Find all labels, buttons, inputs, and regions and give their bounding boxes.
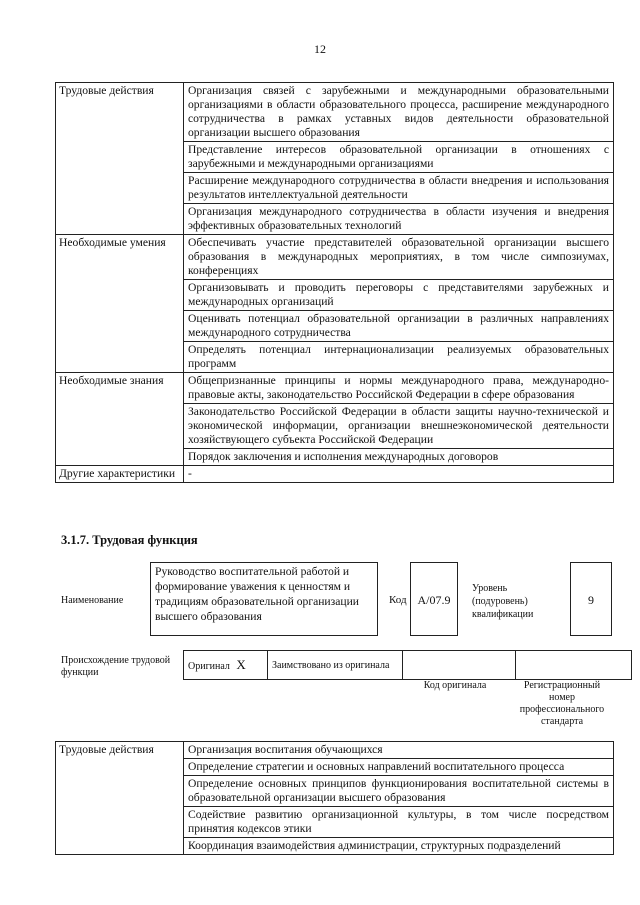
level-box: 9 [570,562,612,636]
reg-number-caption: Регистрационный номер профессионального стандарта [519,680,605,727]
row-group-label: Трудовые действия [56,742,184,855]
origin-table [183,650,632,680]
table-row [56,742,614,759]
table-row [56,373,614,404]
origin-label: Происхождение трудовой функции [61,655,171,678]
table-cell: Обеспечивать участие представителей образовательной организации высшего образования в международных мероприятиях, в том числе симпозиумах, конференциях [184,235,614,280]
table-cell: Законодательство Российской Федерации в области защиты научно-технической и экономической информации, организации внешнеэкономической деятельности хозяйствующего субъекта Российской Федерации [184,404,614,449]
section-title: 3.1.7. Трудовая функция [61,533,198,547]
row-group-label: Необходимые знания [56,373,184,466]
row-group-label: Необходимые умения [56,235,184,373]
table-cell: Расширение международного сотрудничества в области внедрения и использования результатов интеллектуальной деятельности [184,173,614,204]
code-original-cell [403,651,516,680]
table-cell: Порядок заключения и исполнения международных договоров [184,449,614,466]
original-cell [184,651,268,680]
table-row [56,466,614,483]
function-name-box: Руководство воспитательной работой и формирование уважения к ценностям и традициям образовательной организации высшего образования [150,562,378,636]
original-mark: X [236,656,246,672]
row-group-label: Трудовые действия [56,83,184,235]
table-cell: Представление интересов образовательной организации в отношениях с зарубежными и международными организациями [184,142,614,173]
table-cell: Определять потенциал интернационализации реализуемых образовательных программ [184,342,614,373]
table-cell: Организация воспитания обучающихся [184,742,614,759]
table-cell: Организация международного сотрудничества в области изучения и внедрения эффективных образовательных технологий [184,204,614,235]
table-row [56,235,614,280]
function-code-box: А/07.9 [410,562,458,636]
code-label: Код [389,594,407,606]
table-cell: Оценивать потенциал образовательной организации в различных направлениях международного сотрудничества [184,311,614,342]
table-row [56,83,614,142]
table-cell: - [184,466,614,483]
table-cell: Организация связей с зарубежными и международными образовательными организациями в области образовательного процесса, расширение международного сотрудничества в рамках уставных видов деятельности образовательной организации высшего образования [184,83,614,142]
row-group-label: Другие характеристики [56,466,184,483]
table-cell: Общепризнанные принципы и нормы международного права, международно-правовые акты, законодательство Российской Федерации в сфере образования [184,373,614,404]
code-original-caption: Код оригинала [423,680,487,691]
table-cell: Определение стратегии и основных направлений воспитательного процесса [184,759,614,776]
borrowed-cell: Заимствовано из оригинала [268,651,403,680]
table-cell: Координация взаимодействия администрации, структурных подразделений [184,838,614,855]
level-label: Уровень (подуровень) квалификации [472,583,534,620]
reg-number-cell [516,651,632,680]
competencies-table [55,82,614,483]
table-cell: Организовывать и проводить переговоры с представителями зарубежных и международных организаций [184,280,614,311]
name-label: Наименование [61,595,124,606]
page-number: 12 [314,42,326,56]
table-cell: Определение основных принципов функционирования воспитательной системы в образовательной организации высшего образования [184,776,614,807]
labor-actions-table [55,741,614,855]
table-cell: Содействие развитию организационной культуры, в том числе посредством принятия кодексов этики [184,807,614,838]
original-label: Оригинал [188,660,230,672]
